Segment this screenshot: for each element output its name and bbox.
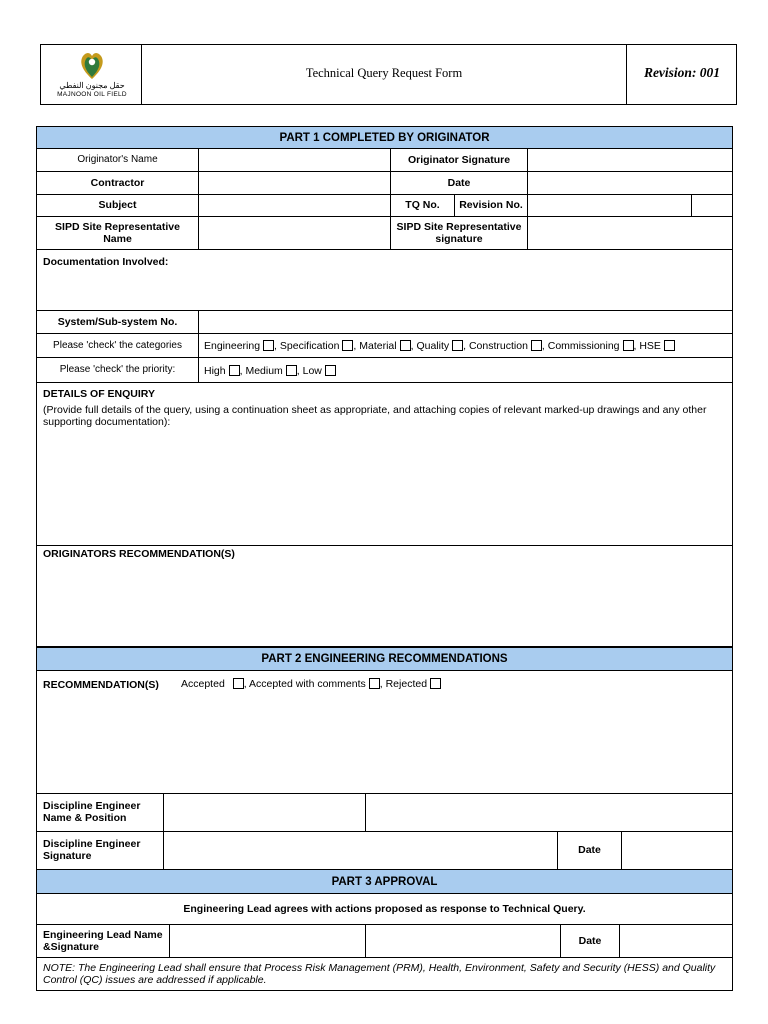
date-label: Date <box>447 177 471 189</box>
option-accepted-label: Accepted <box>181 678 225 690</box>
category-material-checkbox[interactable] <box>400 340 411 351</box>
priority-row <box>204 365 336 377</box>
priority-low-checkbox[interactable] <box>325 365 336 376</box>
details-instructions: (Provide full details of the query, using a continuation sheet as appropriate, and attaching copies of relevant marked-up drawings and any other supporting documentation): <box>43 404 707 428</box>
category-construction-label: , Construction <box>463 340 528 352</box>
lead-name-field[interactable] <box>169 924 366 958</box>
recommendation-options-row <box>181 678 441 690</box>
part1-band: PART 1 COMPLETED BY ORIGINATOR <box>36 126 733 149</box>
approval-statement: Engineering Lead agrees with actions proposed as response to Technical Query. <box>183 903 586 915</box>
categories-label: Please 'check' the categories <box>53 340 182 351</box>
revision-no-label: Revision No. <box>459 199 523 211</box>
category-commissioning-checkbox[interactable] <box>623 340 634 351</box>
sipd-signature-label: SIPD Site Representative signature <box>396 221 522 245</box>
discipline-name-field[interactable] <box>163 793 366 832</box>
sipd-name-label: SIPD Site Representative Name <box>55 221 180 245</box>
tq-no-label: TQ No. <box>405 199 440 211</box>
originator-signature-field[interactable] <box>527 148 733 172</box>
priority-label: Please 'check' the priority: <box>59 364 176 375</box>
lead-date-field[interactable] <box>619 924 733 958</box>
category-specification-checkbox[interactable] <box>342 340 353 351</box>
option-rejected-checkbox[interactable] <box>430 678 441 689</box>
priority-medium-label: , Medium <box>239 365 283 377</box>
subject-label: Subject <box>98 199 137 211</box>
option-accepted-comments-label: , Accepted with comments <box>243 678 366 690</box>
part3-band: PART 3 APPROVAL <box>36 869 733 894</box>
company-logo <box>52 48 132 102</box>
contractor-label: Contractor <box>90 177 145 189</box>
category-engineering-checkbox[interactable] <box>263 340 274 351</box>
priority-low-label: , Low <box>296 365 322 377</box>
option-rejected-label: , Rejected <box>379 678 428 690</box>
discipline-date-field[interactable] <box>621 831 733 870</box>
system-label: System/Sub-system No. <box>57 316 178 328</box>
category-material-label: , Material <box>353 340 397 352</box>
form-title: Technical Query Request Form <box>305 66 463 80</box>
details-title: DETAILS OF ENQUIRY <box>43 388 156 400</box>
revision-no-extra-field[interactable] <box>691 194 733 217</box>
discipline-position-field[interactable] <box>365 793 733 832</box>
part2-band: PART 2 ENGINEERING RECOMMENDATIONS <box>36 647 733 671</box>
date-field[interactable] <box>527 171 733 195</box>
recommendations-label: RECOMMENDATION(S) <box>43 679 159 691</box>
sipd-name-field[interactable] <box>198 216 391 250</box>
originator-name-field[interactable] <box>198 148 391 172</box>
originators-recommendation-label: ORIGINATORS RECOMMENDATION(S) <box>43 548 235 560</box>
category-engineering-label: Engineering <box>204 340 261 352</box>
category-quality-label: , Quality <box>410 340 450 352</box>
originators-recommendation-area[interactable] <box>36 545 733 647</box>
option-accepted-comments-checkbox[interactable] <box>369 678 380 689</box>
category-hse-label: , HSE <box>633 340 661 352</box>
category-quality-checkbox[interactable] <box>452 340 463 351</box>
priority-high-label: High <box>204 365 226 377</box>
category-specification-label: , Specification <box>274 340 340 352</box>
logo-caption: MAJNOON OIL FIELD <box>57 91 127 98</box>
approval-note: NOTE: The Engineering Lead shall ensure that Process Risk Management (PRM), Health, Environment, Safety and Security (HESS) and Quality Control (QC) issues are addressed if applicable. <box>43 962 716 986</box>
discipline-date-label: Date <box>578 844 601 856</box>
option-accepted-checkbox[interactable] <box>233 678 244 689</box>
sipd-signature-field[interactable] <box>527 216 733 250</box>
logo-arabic-text: حقل مجنون النفطي <box>59 81 125 90</box>
priority-high-checkbox[interactable] <box>229 365 240 376</box>
category-construction-checkbox[interactable] <box>531 340 542 351</box>
category-hse-checkbox[interactable] <box>664 340 675 351</box>
logo-emblem-icon <box>52 48 132 84</box>
lead-date-label: Date <box>578 935 602 947</box>
categories-row <box>204 340 675 352</box>
discipline-signature-field[interactable] <box>163 831 558 870</box>
category-commissioning-label: , Commissioning <box>541 340 620 352</box>
revision-label: Revision: 001 <box>643 65 721 80</box>
discipline-signature-label: Discipline Engineer Signature <box>43 838 141 862</box>
discipline-name-label: Discipline Engineer Name & Position <box>43 800 141 824</box>
priority-medium-checkbox[interactable] <box>286 365 297 376</box>
system-field[interactable] <box>198 310 733 334</box>
subject-field[interactable] <box>198 194 391 217</box>
documentation-label: Documentation Involved: <box>43 256 169 268</box>
lead-name-label: Engineering Lead Name &Signature <box>43 929 163 953</box>
originator-signature-label: Originator Signature <box>407 154 511 166</box>
originator-name-label: Originator's Name <box>77 154 158 165</box>
contractor-field[interactable] <box>198 171 391 195</box>
revision-no-field[interactable] <box>527 194 692 217</box>
lead-signature-field[interactable] <box>365 924 561 958</box>
